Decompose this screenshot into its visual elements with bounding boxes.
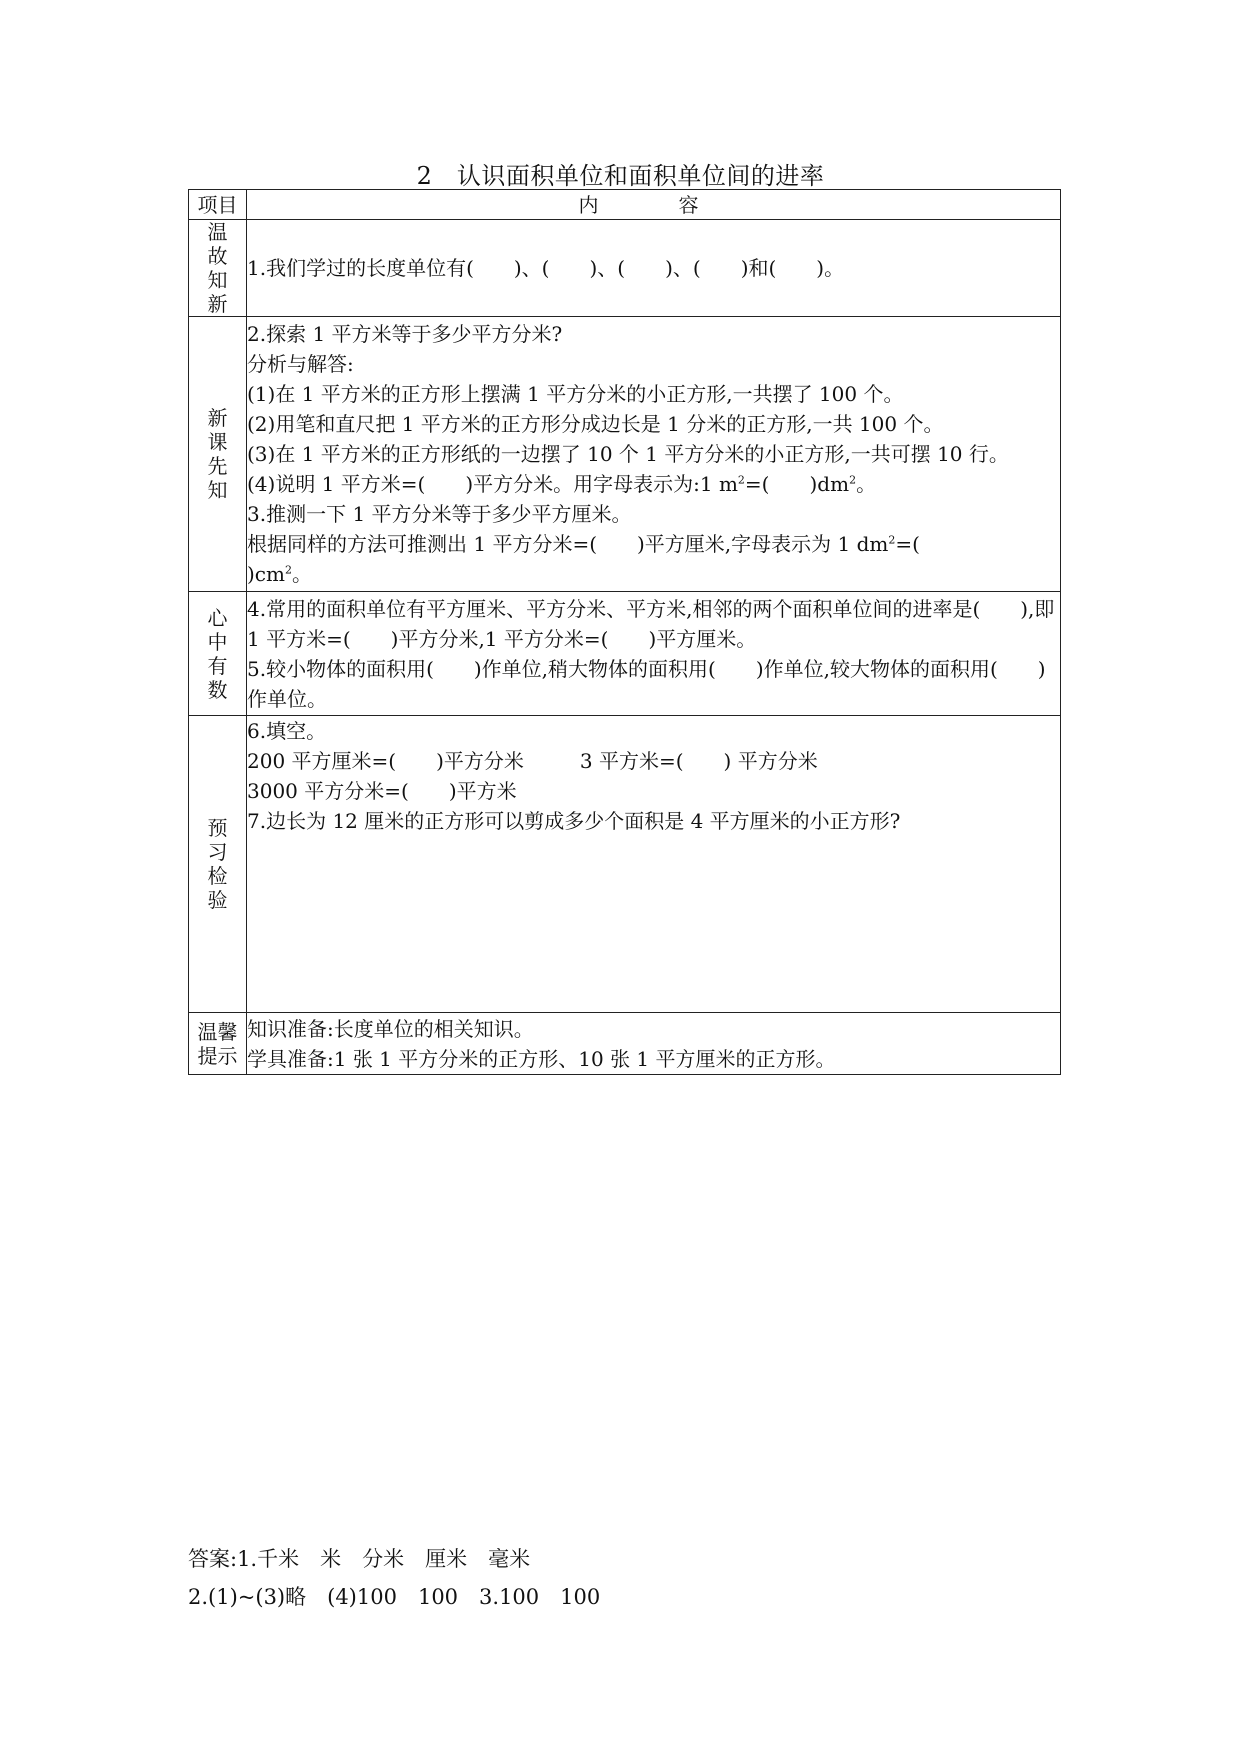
category-cell: 心 中 有 数: [189, 592, 247, 716]
table-row: [189, 317, 1061, 592]
table-row: [189, 220, 1061, 317]
question-4: 4.常用的面积单位有平方厘米、平方分米、平方米,相邻的两个面积单位间的进率是( ),即 1 平方米=( )平方分米,1 平方分米=( )平方厘米。: [247, 596, 1055, 651]
content-cell: [247, 592, 1061, 716]
step-4: (4)说明 1 平方米=( )平方分米。用字母表示为:1 $m^2=$( )$dm^2$。: [247, 472, 877, 496]
answer-section: [188, 1540, 600, 1616]
step-1: (1)在 1 平方米的正方形上摆满 1 平方分米的小正方形,一共摆了 100 个。: [247, 382, 904, 406]
category-cell: 温馨 提示: [189, 1013, 247, 1075]
header-content: 内 容: [247, 190, 1061, 220]
question-6: 6.填空。: [247, 719, 327, 743]
analysis-label: 分析与解答:: [247, 352, 354, 376]
content-cell: [247, 716, 1061, 1013]
preview-table: [188, 189, 1061, 1075]
question-2: 2.探索 1 平方米等于多少平方分米?: [247, 322, 563, 346]
category-cell: 新 课 先 知: [189, 317, 247, 592]
category-cell: 温 故 知 新: [189, 220, 247, 317]
question-3-answer-cont: )$cm^2$。: [247, 562, 312, 586]
header-item: 项目: [189, 190, 247, 220]
content-cell: [247, 220, 1061, 317]
tool-prep: 学具准备:1 张 1 平方分米的正方形、10 张 1 平方厘米的正方形。: [247, 1046, 836, 1071]
knowledge-prep: 知识准备:长度单位的相关知识。: [247, 1016, 534, 1041]
question-3-answer: 根据同样的方法可推测出 1 平方分米=( )平方厘米,字母表示为 1 $dm^2=$(: [247, 532, 920, 556]
question-1: 1.我们学过的长度单位有( )、( )、( )、( )和( )。: [247, 256, 845, 280]
fill-blank-line-1: 200 平方厘米=( )平方分米 3 平方米=( ) 平方分米: [247, 749, 818, 773]
answer-line-2: 2.(1)~(3)略 (4)100 100 3.100 100: [188, 1585, 601, 1609]
category-cell: 预 习 检 验: [189, 716, 247, 1013]
question-5: 5.较小物体的面积用( )作单位,稍大物体的面积用( )作单位,较大物体的面积用( )作单位。: [247, 656, 1046, 711]
fill-blank-line-2: 3000 平方分米=( )平方米: [247, 779, 517, 803]
content-cell: [247, 1013, 1061, 1075]
table-row: [189, 1013, 1061, 1075]
content-cell: [247, 317, 1061, 592]
table-row: [189, 592, 1061, 716]
table-header-row: [189, 190, 1061, 220]
step-3: (3)在 1 平方米的正方形纸的一边摆了 10 个 1 平方分米的小正方形,一共可摆 10 行。: [247, 442, 1009, 466]
step-2: (2)用笔和直尺把 1 平方米的正方形分成边长是 1 分米的正方形,一共 100 个。: [247, 412, 944, 436]
page-title: 2 认识面积单位和面积单位间的进率: [416, 162, 825, 190]
answer-line-1: 答案:1.千米 米 分米 厘米 毫米: [188, 1547, 531, 1571]
table-row: [189, 716, 1061, 1013]
question-3: 3.推测一下 1 平方分米等于多少平方厘米。: [247, 502, 632, 526]
question-7: 7.边长为 12 厘米的正方形可以剪成多少个面积是 4 平方厘米的小正方形?: [247, 809, 901, 833]
